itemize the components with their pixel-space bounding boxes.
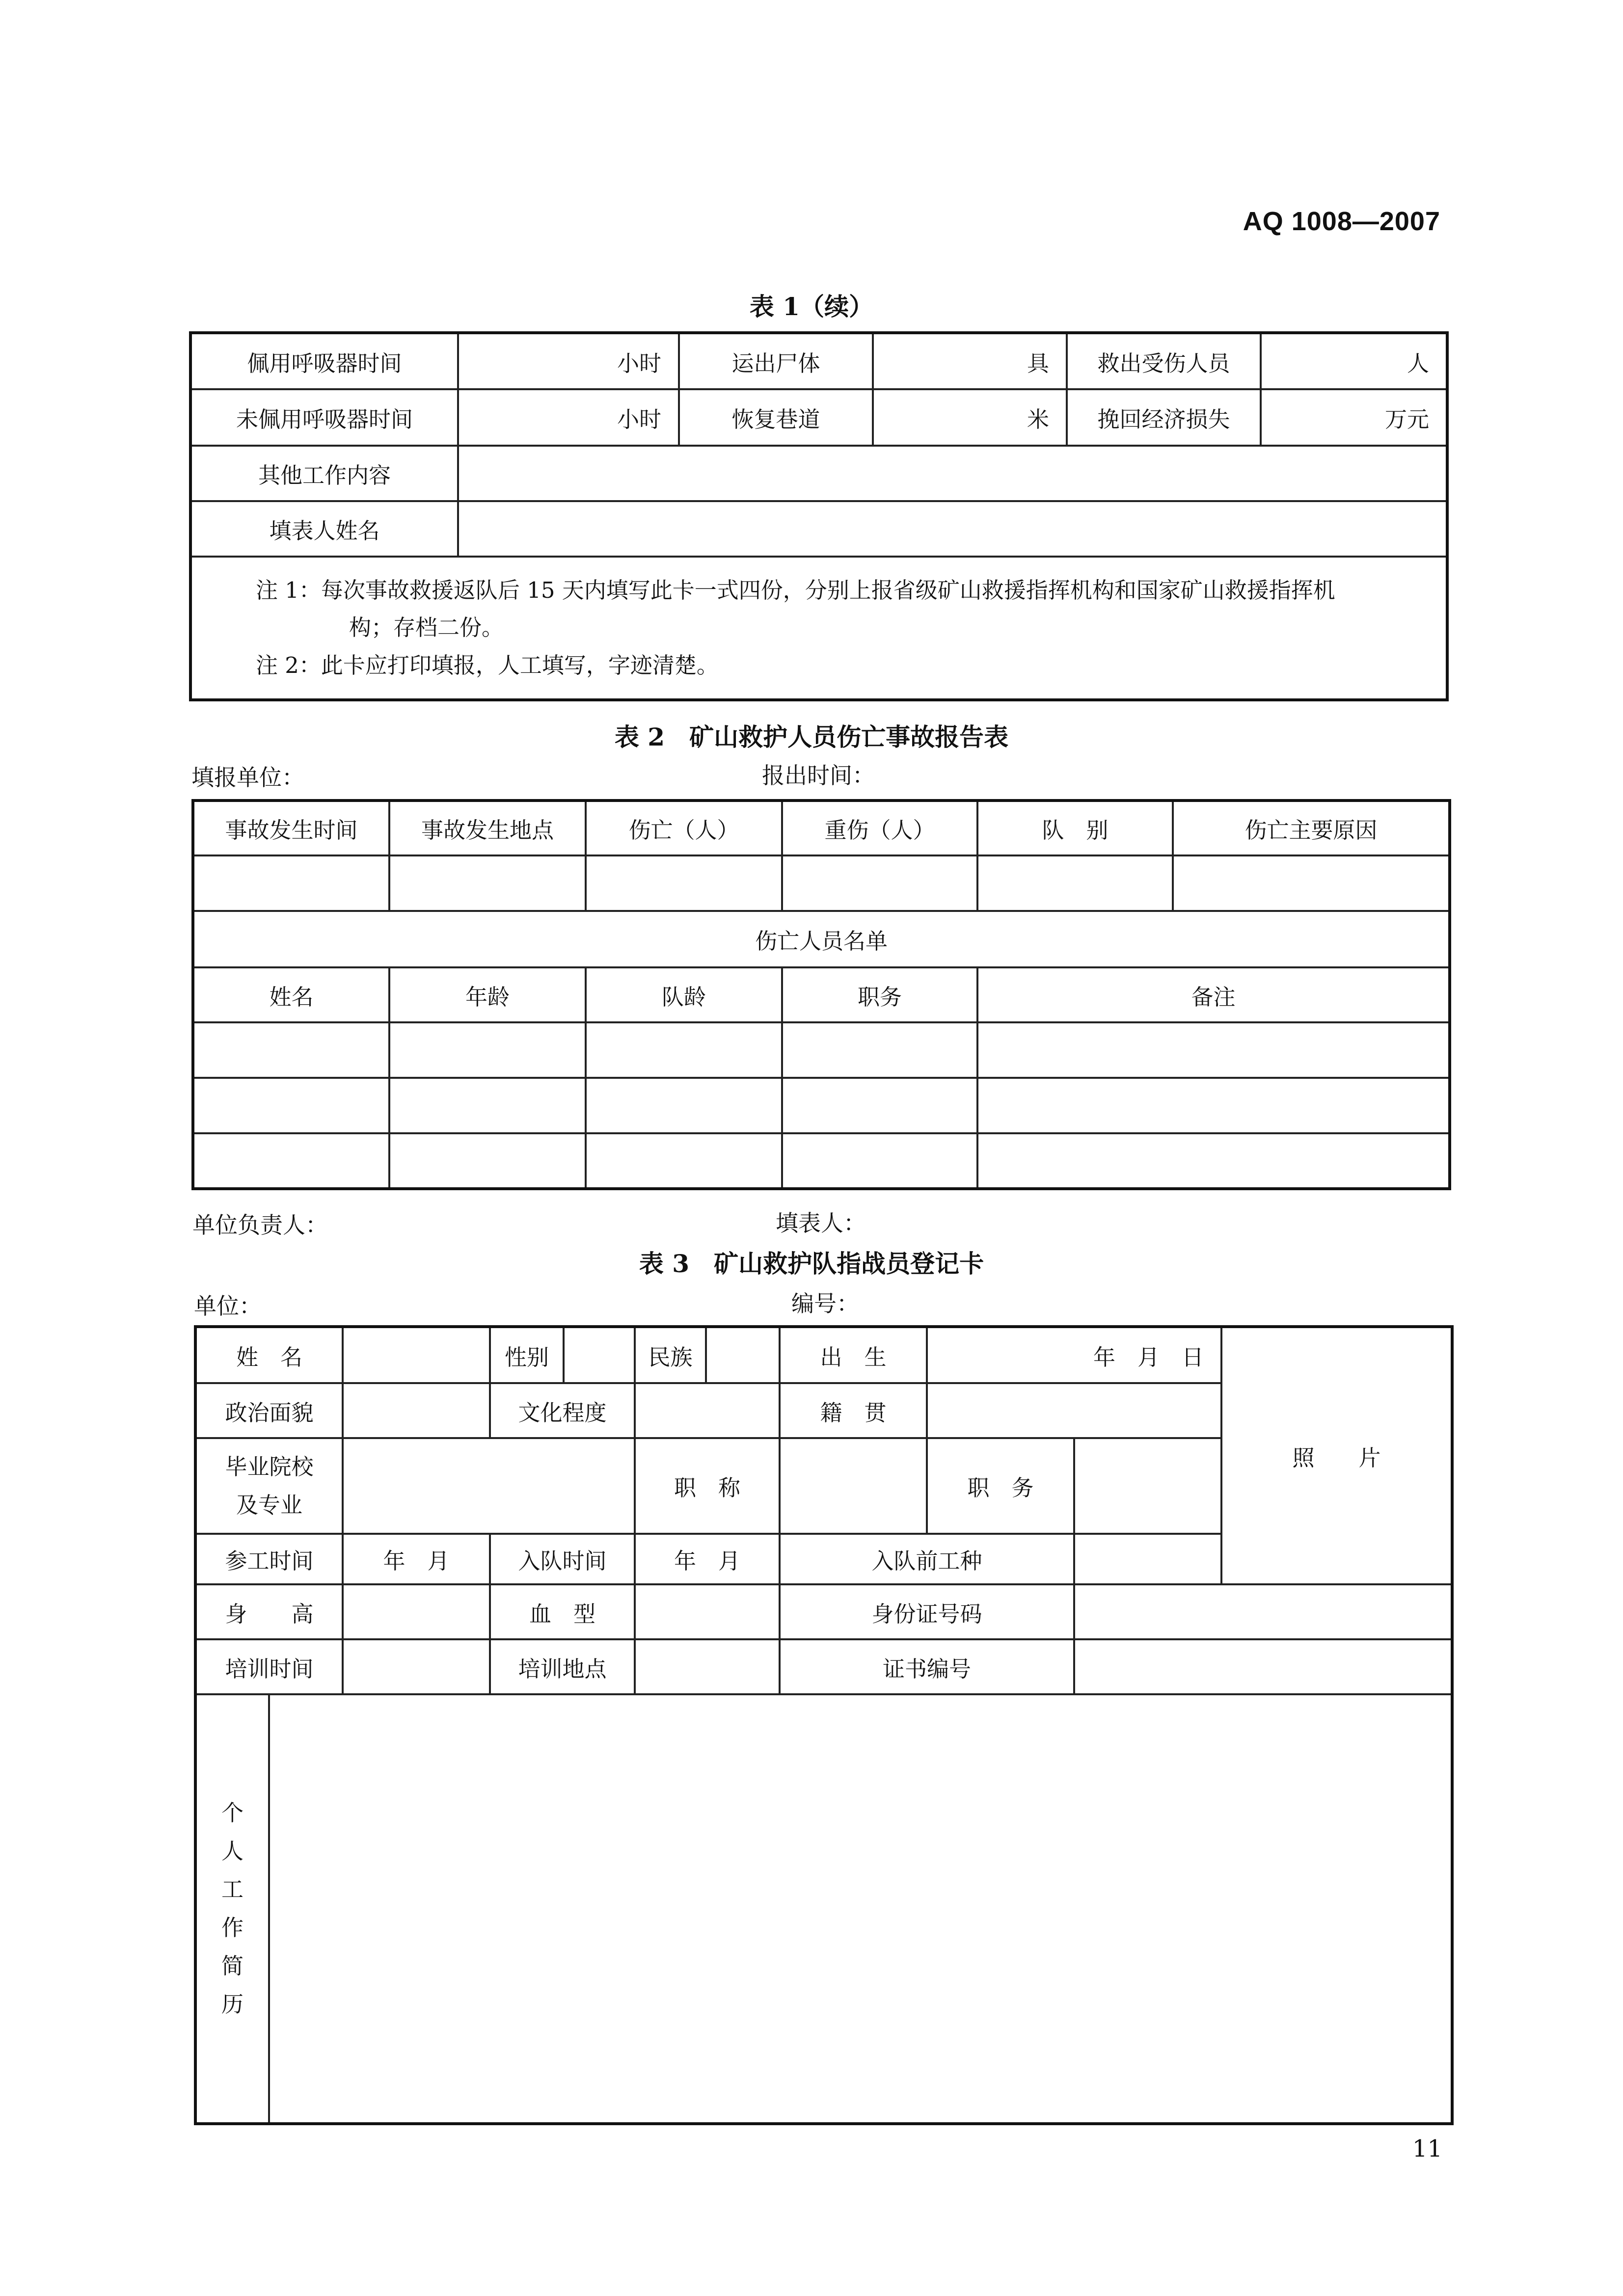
unit-cell: 米 bbox=[873, 389, 1067, 446]
join-time-label: 入队时间 bbox=[490, 1534, 635, 1584]
blood-label: 血 型 bbox=[490, 1584, 635, 1639]
gender-label: 性别 bbox=[490, 1327, 564, 1383]
table1-row bbox=[190, 333, 1447, 389]
join-time-ym: 年 月 bbox=[635, 1534, 780, 1584]
note-2: 注 2：此卡应打印填报，人工填写，字迹清楚。 bbox=[256, 652, 719, 678]
train-time-label: 培训时间 bbox=[195, 1639, 343, 1694]
education-label: 文化程度 bbox=[490, 1383, 635, 1438]
label-cell: 救出受伤人员 bbox=[1067, 333, 1261, 389]
table2-list-row bbox=[193, 1078, 1450, 1133]
header-cell: 伤亡主要原因 bbox=[1173, 801, 1450, 855]
label-cell: 运出尸体 bbox=[679, 333, 873, 389]
table2-blank-row bbox=[193, 855, 1450, 911]
table3-row-height bbox=[195, 1584, 1452, 1639]
table3-caption: 表 3 矿山救护队指战员登记卡 bbox=[639, 1249, 984, 1278]
work-start-ym: 年 月 bbox=[343, 1534, 490, 1584]
table1-notes-row bbox=[190, 557, 1447, 700]
casualty-list-title: 伤亡人员名单 bbox=[193, 911, 1450, 967]
resume-char: 个 bbox=[221, 1800, 243, 1826]
card-unit-label: 单位： bbox=[194, 1293, 262, 1319]
label-cell: 佩用呼吸器时间 bbox=[190, 333, 458, 389]
origin-label: 籍 贯 bbox=[780, 1383, 927, 1438]
table2 bbox=[191, 799, 1451, 1190]
unit-cell: 万元 bbox=[1261, 389, 1447, 446]
table3-row-resume bbox=[195, 1694, 1452, 2124]
table3-row-training bbox=[195, 1639, 1452, 1694]
header-cell: 事故发生时间 bbox=[193, 801, 389, 855]
prev-job-label: 入队前工种 bbox=[780, 1534, 1074, 1584]
resume-char: 作 bbox=[221, 1915, 243, 1941]
title-label: 职 称 bbox=[635, 1438, 780, 1534]
unit-cell: 具 bbox=[873, 333, 1067, 389]
list-header-cell: 年龄 bbox=[389, 967, 586, 1022]
list-header-cell: 职务 bbox=[782, 967, 977, 1022]
id-number-label: 身份证号码 bbox=[780, 1584, 1074, 1639]
table1-caption: 表 1（续） bbox=[749, 292, 874, 321]
table1-row bbox=[190, 389, 1447, 446]
political-label: 政治面貌 bbox=[195, 1383, 343, 1438]
table2-list-header-row bbox=[193, 967, 1450, 1022]
label-cell: 恢复巷道 bbox=[679, 389, 873, 446]
table2-header-row bbox=[193, 801, 1450, 855]
table2-caption: 表 2 矿山救护人员伤亡事故报告表 bbox=[614, 722, 1009, 751]
unit-cell: 小时 bbox=[458, 333, 679, 389]
table3 bbox=[194, 1325, 1454, 2125]
train-place-label: 培训地点 bbox=[490, 1639, 635, 1694]
other-work-label: 其他工作内容 bbox=[190, 446, 458, 501]
resume-char: 人 bbox=[221, 1838, 243, 1864]
report-unit-label: 填报单位： bbox=[191, 764, 304, 791]
cert-no-label: 证书编号 bbox=[780, 1639, 1074, 1694]
birth-label: 出 生 bbox=[780, 1327, 927, 1383]
other-work-field bbox=[458, 446, 1447, 501]
filler-name-field bbox=[458, 501, 1447, 557]
filler-label: 填表人： bbox=[776, 1210, 866, 1236]
header-cell: 队 别 bbox=[977, 801, 1173, 855]
note-1-continued: 构；存档二份。 bbox=[349, 614, 504, 641]
header-cell: 事故发生地点 bbox=[389, 801, 586, 855]
header-cell: 重伤（人） bbox=[782, 801, 977, 855]
name-label: 姓 名 bbox=[195, 1327, 343, 1383]
table1 bbox=[189, 331, 1449, 701]
school-label-line2: 及专业 bbox=[236, 1492, 303, 1518]
header-cell: 伤亡（人） bbox=[586, 801, 782, 855]
label-cell: 挽回经济损失 bbox=[1067, 389, 1261, 446]
ethnicity-label: 民族 bbox=[635, 1327, 706, 1383]
resume-label bbox=[195, 1694, 269, 2124]
photo-box: 照 片 bbox=[1221, 1327, 1452, 1584]
card-number-label: 编号： bbox=[791, 1290, 859, 1317]
unit-cell: 小时 bbox=[458, 389, 679, 446]
table2-list-title-row bbox=[193, 911, 1450, 967]
page-number: 11 bbox=[1412, 2135, 1442, 2163]
birth-date-field: 年 月 日 bbox=[927, 1327, 1221, 1383]
label-cell: 未佩用呼吸器时间 bbox=[190, 389, 458, 446]
height-label: 身 高 bbox=[195, 1584, 343, 1639]
resume-char: 工 bbox=[221, 1876, 243, 1902]
unit-cell: 人 bbox=[1261, 333, 1447, 389]
report-time-label: 报出时间： bbox=[762, 762, 875, 789]
list-header-cell: 姓名 bbox=[193, 967, 389, 1022]
post-label: 职 务 bbox=[927, 1438, 1074, 1534]
table3-row-name bbox=[195, 1327, 1452, 1383]
list-header-cell: 队龄 bbox=[586, 967, 782, 1022]
filler-name-label: 填表人姓名 bbox=[190, 501, 458, 557]
school-label-line1: 毕业院校 bbox=[225, 1453, 314, 1480]
standard-code: AQ 1008—2007 bbox=[1243, 207, 1440, 236]
work-start-label: 参工时间 bbox=[195, 1534, 343, 1584]
list-header-cell: 备注 bbox=[977, 967, 1450, 1022]
resume-field bbox=[269, 1694, 1452, 2124]
table1-notes bbox=[190, 557, 1447, 700]
school-label bbox=[195, 1438, 343, 1534]
table2-list-row bbox=[193, 1022, 1450, 1078]
table1-filler-row bbox=[190, 501, 1447, 557]
table1-other-work-row bbox=[190, 446, 1447, 501]
note-1: 注 1：每次事故救援返队后 15 天内填写此卡一式四份，分别上报省级矿山救援指挥机构和国家矿山救援指挥机 bbox=[256, 577, 1335, 603]
table2-list-row bbox=[193, 1133, 1450, 1189]
unit-leader-label: 单位负责人： bbox=[192, 1212, 328, 1238]
resume-char: 历 bbox=[221, 1991, 243, 2017]
resume-char: 简 bbox=[221, 1953, 243, 1979]
